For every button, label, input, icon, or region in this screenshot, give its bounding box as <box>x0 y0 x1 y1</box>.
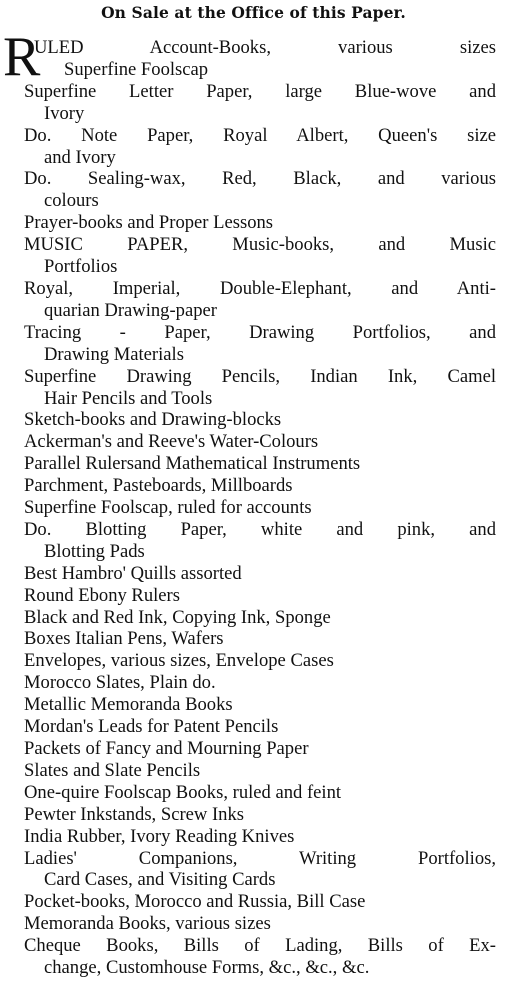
entry-line: Ackerman's and Reeve's Water-Colours <box>24 431 319 453</box>
entry-line: Royal, Imperial, Double-Elephant, and Anti- <box>24 277 496 299</box>
entry-line: Superfine Drawing Pencils, Indian Ink, Camel <box>24 365 496 387</box>
listing-entry <box>24 935 496 979</box>
entry-line: Superfine Letter Paper, large Blue-wove and <box>24 80 496 102</box>
entry-continuation-line: Hair Pencils and Tools <box>44 387 213 409</box>
listing-entry <box>24 650 496 672</box>
entry-line: Do. Note Paper, Royal Albert, Queen's size <box>24 124 496 146</box>
entry-line: ULED Account-Books, various sizes <box>34 37 496 58</box>
listing-entry <box>24 848 496 892</box>
entry-line: India Rubber, Ivory Reading Knives <box>24 825 295 847</box>
listing-entry <box>24 37 496 81</box>
entry-continuation-line: Drawing Materials <box>44 343 184 365</box>
product-listing <box>24 37 496 979</box>
listing-entry <box>24 585 496 607</box>
entry-continuation-line: colours <box>44 190 99 212</box>
listing-entry <box>24 409 496 431</box>
listing-entry <box>24 322 496 366</box>
entry-line: One-quire Foolscap Books, ruled and feint <box>24 781 342 803</box>
listing-entry <box>24 716 496 738</box>
entry-continuation-line: Blotting Pads <box>44 540 145 562</box>
entry-line: Boxes Italian Pens, Wafers <box>24 628 224 650</box>
listing-entry <box>24 694 496 716</box>
entry-line: Memoranda Books, various sizes <box>24 913 271 935</box>
entry-line: Parchment, Pasteboards, Millboards <box>24 475 293 497</box>
listing-entry <box>24 738 496 760</box>
entry-continuation-line: Portfolios <box>44 256 118 278</box>
entry-line: Packets of Fancy and Mourning Paper <box>24 738 309 759</box>
page-header: On Sale at the Office of this Paper. <box>101 3 406 22</box>
entry-continuation-line: Ivory <box>44 102 85 124</box>
entry-line: Do. Blotting Paper, white and pink, and <box>24 518 496 540</box>
listing-entry <box>24 782 496 804</box>
listing-entry <box>24 497 496 519</box>
entry-line: Prayer-books and Proper Lessons <box>24 212 274 234</box>
entry-continuation-line: Superfine Foolscap <box>64 58 209 80</box>
listing-entry <box>24 366 496 410</box>
listing-entry <box>24 212 496 234</box>
entry-line: Morocco Slates, Plain do. <box>24 672 216 694</box>
entry-line: Round Ebony Rulers <box>24 584 180 606</box>
listing-entry <box>24 891 496 913</box>
entry-line: Superfine Foolscap, ruled for accounts <box>24 497 312 519</box>
entry-line: Do. Sealing-wax, Red, Black, and various <box>24 168 496 190</box>
entry-line: Black and Red Ink, Copying Ink, Sponge <box>24 606 331 628</box>
drop-cap: R <box>3 26 41 88</box>
listing-entry <box>24 475 496 497</box>
listing-entry <box>24 672 496 694</box>
entry-line: Pocket-books, Morocco and Russia, Bill Case <box>24 891 366 913</box>
entry-continuation-line: Card Cases, and Visiting Cards <box>44 869 276 891</box>
entry-line: Ladies' Companions, Writing Portfolios, <box>24 847 496 869</box>
entry-line: Tracing - Paper, Drawing Portfolios, and <box>24 321 496 343</box>
listing-entry <box>24 278 496 322</box>
listing-entry <box>24 563 496 585</box>
listing-entry <box>24 607 496 629</box>
listing-entry <box>24 453 496 475</box>
entry-line: Pewter Inkstands, Screw Inks <box>24 803 244 825</box>
listing-entry <box>24 168 496 212</box>
entry-line: Metallic Memoranda Books <box>24 694 233 716</box>
listing-entry <box>24 760 496 782</box>
entry-continuation-line: and Ivory <box>44 146 116 168</box>
listing-entry <box>24 125 496 169</box>
entry-line: Envelopes, various sizes, Envelope Cases <box>24 650 334 672</box>
listing-entry <box>24 519 496 563</box>
entry-continuation-line: change, Customhouse Forms, &c., &c., &c. <box>44 957 370 979</box>
listing-entry <box>24 804 496 826</box>
entry-line: Cheque Books, Bills of Lading, Bills of Ex- <box>24 935 496 957</box>
listing-entry <box>24 913 496 935</box>
listing-entry <box>24 431 496 453</box>
entry-line: Parallel Rulersand Mathematical Instruments <box>24 453 361 475</box>
listing-entry <box>24 628 496 650</box>
entry-line: Slates and Slate Pencils <box>24 759 201 781</box>
listing-entry <box>24 826 496 848</box>
listing-entry <box>24 234 496 278</box>
entry-line: Best Hambro' Quills assorted <box>24 562 242 584</box>
entry-line: Mordan's Leads for Patent Pencils <box>24 716 279 738</box>
entry-line: Sketch-books and Drawing-blocks <box>24 409 282 431</box>
entry-line: MUSIC PAPER, Music-books, and Music <box>24 234 496 256</box>
listing-entry <box>24 81 496 125</box>
entry-continuation-line: quarian Drawing-paper <box>44 299 217 321</box>
